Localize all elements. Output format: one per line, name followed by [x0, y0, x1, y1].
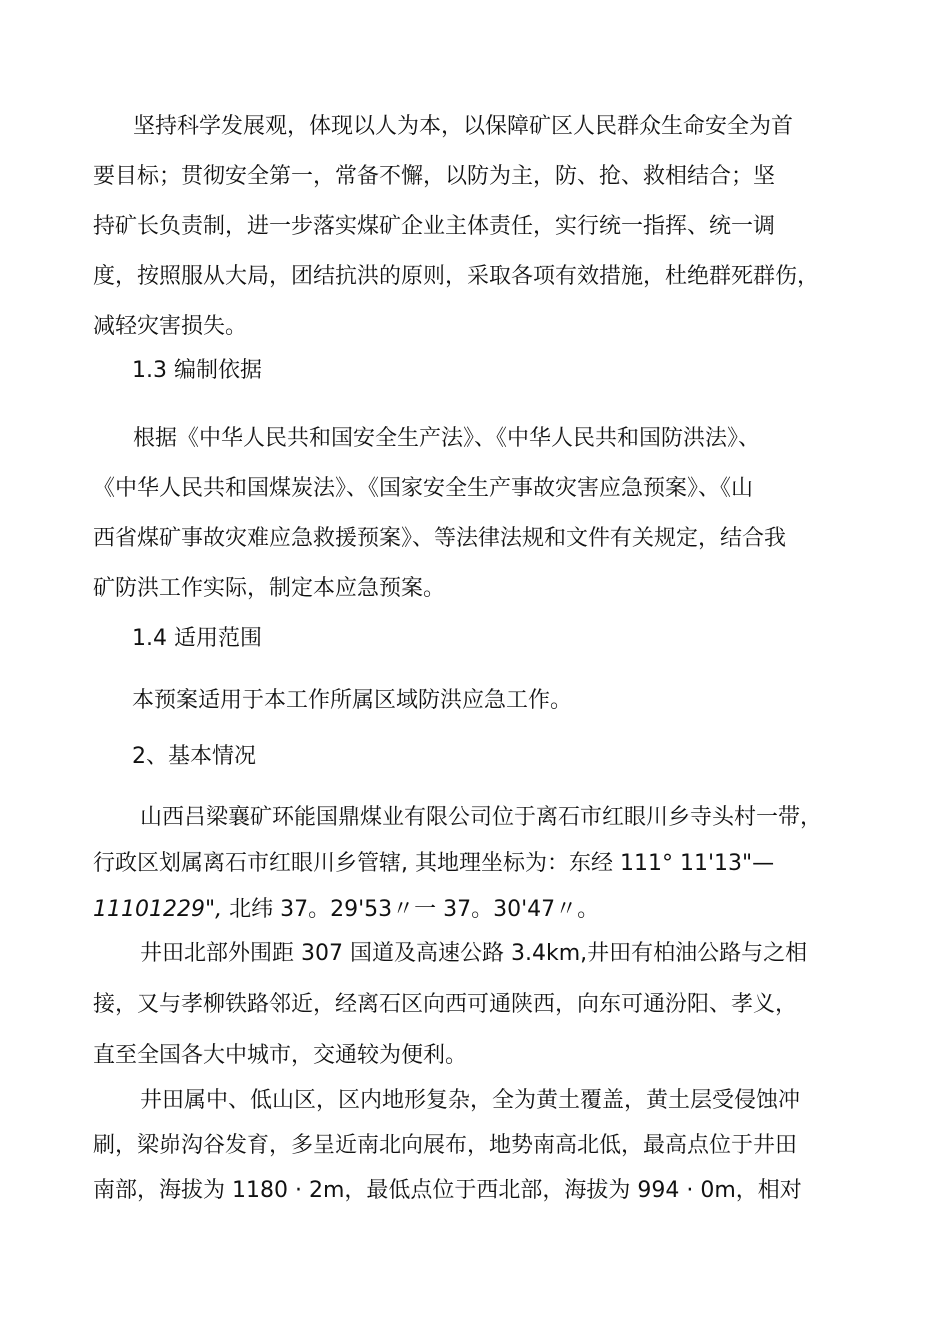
text-line: 井田属中、低山区，区内地形复杂，全为黄土覆盖，黄土层受侵蚀冲 [140, 1088, 801, 1113]
paragraph-basis [93, 414, 863, 614]
text-line: 根据《中华人民共和国安全生产法》、《中华人民共和国防洪法》、 [133, 426, 761, 451]
text-line: 直至全国各大中城市，交通较为便利。 [93, 1043, 468, 1068]
text-line: 井田北部外围距 307 国道及高速公路 3.4km,井田有柏油公路与之相 [140, 941, 808, 966]
text-line: 西省煤矿事故灾难应急救援预案》、等法律法规和文件有关规定，结合我 [93, 526, 787, 551]
text-line: 坚持科学发展观，体现以人为本，以保障矿区人民群众生命安全为首 [133, 114, 794, 139]
text-line: 矿防洪工作实际，制定本应急预案。 [93, 576, 446, 601]
text-line [93, 887, 863, 933]
paragraph-transport [93, 928, 863, 1081]
text-line: 行政区划属离石市红眼川乡管辖, 其地理坐标为：东经 111° 11'13"— [93, 851, 775, 876]
text-line: 南部，海拔为 1180 · 2m，最低点位于西北部，海拔为 994 · 0m，相对 [93, 1178, 802, 1203]
coordinate-rest: 北纬 37。29'53〃一 37。30'47〃。 [222, 897, 600, 922]
paragraph-location [93, 795, 863, 933]
paragraph-terrain [93, 1078, 863, 1213]
text-line: 减轻灾害损失。 [93, 314, 248, 339]
paragraph-scope: 本预案适用于本工作所属区域防洪应急工作。 [132, 688, 573, 713]
text-line: 接，又与孝柳铁路邻近，经离石区向西可通陕西，向东可通汾阳、孝义， [93, 992, 798, 1017]
text-line: 持矿长负责制，进一步落实煤矿企业主体责任，实行统一指挥、统一调 [93, 214, 776, 239]
text-line: 要目标；贯彻安全第一，常备不懈，以防为主，防、抢、救相结合；坚 [93, 164, 776, 189]
section-heading-1-3: 1.3 编制依据 [132, 358, 262, 383]
paragraph-principles [93, 102, 863, 352]
text-line: 山西吕梁襄矿环能国鼎煤业有限公司位于离石市红眼川乡寺头村一带， [140, 805, 823, 830]
text-line: 度，按照服从大局，团结抗洪的原则，采取各项有效措施，杜绝群死群伤， [93, 264, 820, 289]
text-line: 刷，梁峁沟谷发育，多呈近南北向展布，地势南高北低，最高点位于井田 [93, 1133, 798, 1158]
section-heading-1-4: 1.4 适用范围 [132, 626, 262, 651]
text-line: 《中华人民共和国煤炭法》、《国家安全生产事故灾害应急预案》、《山 [93, 476, 754, 501]
section-heading-2: 2、基本情况 [132, 744, 256, 769]
coordinate-italic: 11101229", [93, 897, 223, 922]
